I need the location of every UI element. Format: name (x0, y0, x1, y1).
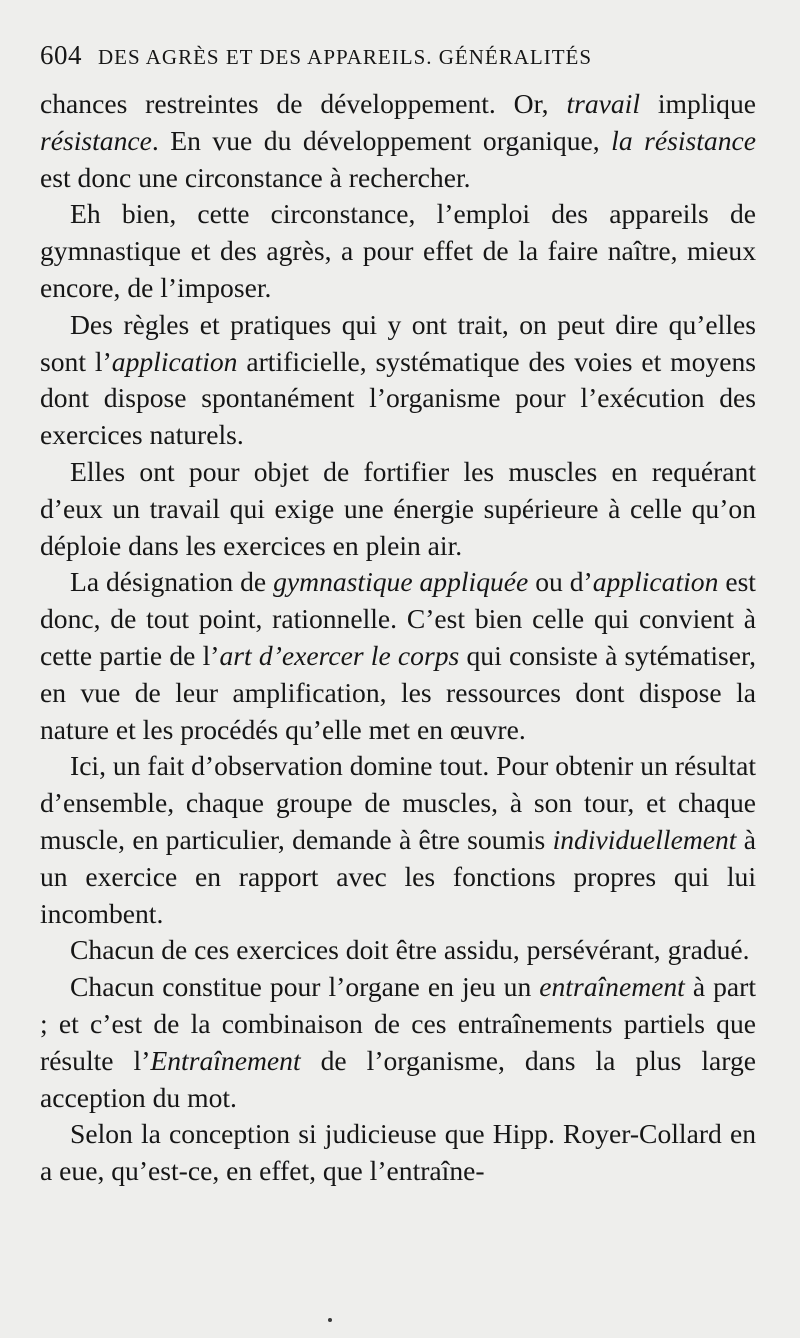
italic-text: résistance (40, 124, 152, 156)
text-run: Elles ont pour objet de fortifier les muscles en requérant d’eux un travail qui exige une énergie supérieure à celle qu’on déploie dans les exercices en plein air. (40, 455, 756, 561)
text-run: est donc, de tout point, rationnelle. C’est bien celle qui convient à cette partie de l’ (40, 566, 756, 671)
italic-text: application (592, 566, 719, 598)
text-run: La désignation de (70, 566, 274, 598)
paragraph (40, 564, 756, 748)
paragraph (40, 969, 756, 1116)
text-run: qui consiste à sytématiser, en vue de leur amplification, les ressources dont dispose la nature et les procédés qu’elle met en œuvre. (40, 639, 757, 745)
paragraph (40, 454, 756, 564)
text-run: Chacun de ces exercices doit être assidu, persévérant, gradué. (70, 934, 750, 966)
page-number: 604 (40, 40, 82, 70)
italic-text: travail (566, 88, 641, 119)
italic-text: la résistance (611, 124, 756, 156)
paragraph (40, 748, 756, 932)
text-run: à part ; et c’est de la combinaison de ces entraînements partiels que résulte l’ (40, 971, 756, 1076)
italic-text: application (111, 345, 238, 377)
text-run: de l’organisme, dans la plus large acception du mot. (40, 1044, 756, 1113)
italic-text: art d’exercer le corps (219, 639, 460, 671)
text-run: Selon la conception si judicieuse que Hipp. Royer-Collard en a eue, qu’est-ce, en effet, que l’entraîne- (40, 1118, 756, 1187)
italic-text: Entraînement (150, 1044, 301, 1076)
running-head (40, 40, 756, 86)
text-run: implique (640, 88, 756, 119)
ink-mark (328, 1318, 332, 1322)
italic-text: individuellement (552, 823, 737, 855)
chapter-title: DES AGRÈS ET DES APPAREILS. GÉNÉRALITÉS (98, 45, 593, 69)
text-run: Ici, un fait d’observation domine tout. Pour obtenir un résultat d’ensemble, chaque groupe de muscles, à son tour, et chaque muscle, en particulier, demande à être soumis (40, 750, 756, 855)
text-run: est donc une circonstance à rechercher. (40, 161, 471, 193)
text-run: artificielle, systématique des voies et moyens dont dispose spontanément l’organisme pour l’exécution des exercices naturels. (40, 345, 756, 451)
text-run: . En vue du développement organique, (151, 124, 612, 156)
paragraph (40, 932, 756, 969)
paragraph (40, 196, 756, 306)
text-run: Chacun constitue pour l’organe en jeu un (70, 971, 540, 1003)
paragraph (40, 307, 756, 454)
text-run: Des règles et pratiques qui y ont trait, on peut dire qu’elles sont l’ (40, 308, 756, 377)
paragraph (40, 1116, 756, 1190)
text-run: chances restreintes de développement. Or, (40, 88, 567, 119)
paragraph (40, 86, 756, 196)
text-run: à un exercice en rapport avec les fonctions propres qui lui incombent. (40, 823, 756, 929)
italic-text: entraînement (539, 971, 685, 1003)
italic-text: gymnastique appliquée (273, 566, 529, 598)
text-run: Eh bien, cette circonstance, l’emploi des appareils de gymnastique et des agrès, a pour effet de la faire naître, mieux encore, de l’imposer. (40, 198, 756, 303)
text-run: ou d’ (528, 566, 593, 598)
body-text (40, 86, 756, 1190)
